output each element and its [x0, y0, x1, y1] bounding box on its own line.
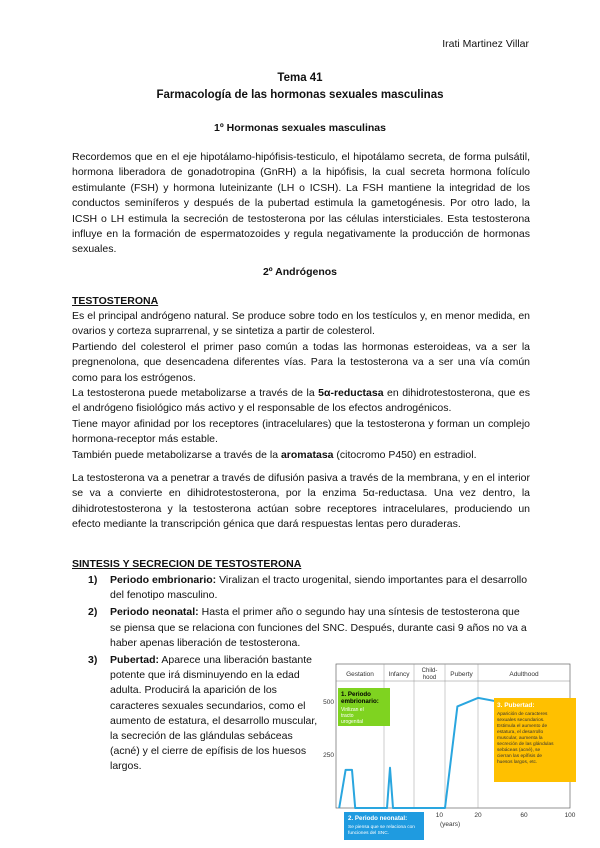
annotation-text-line: 2. Periodo neonatal:	[348, 815, 408, 822]
period-label: Adulthood	[509, 671, 539, 678]
period-label: Puberty	[450, 671, 473, 678]
bold-term: 5α-reductasa	[318, 387, 384, 400]
annotation-text-line: 3. Pubertad:	[497, 702, 535, 709]
annotation-text-line: embrionario:	[341, 698, 379, 705]
diffusion-paragraph: La testosterona va a penetrar a través de difusión pasiva a través de la membrana, y en el interior se va a convierte en dihidrotestosterona, por la enzima 5α-reductasa. Una vez dentro, la dihidrotestosterona y la testosterona actúan sobre receptores intracelulares, produciendo un efecto mediante la transcripción génica que dará respuestas lentas pero duraderas.	[72, 472, 530, 531]
annotation-text-line: sexuales secundarios.	[497, 718, 545, 723]
page-title: Farmacología de las hormonas sexuales masculinas	[156, 89, 444, 101]
annotation-text-line: sebáceas (acné), se	[497, 748, 541, 753]
paragraph: Partiendo del colesterol el primer paso común a todas las hormonas esteroideas, va a ser la pregnenolona, que desencadena diferentes vías. Para la testosterona va a ser una vía común como para los estrógenos.	[72, 340, 530, 384]
annotation-text-line: funciones del SNC.	[348, 831, 390, 836]
list-item: 3) Pubertad: Aparece una liberación bastante potente que irá disminuyendo en la edad adulta. Producirá la aparición de los caracteres sexuales secundarios, como el aumento de estatura, el desarrollo muscular, la secreción de las glándulas sebáceas (acné) y el cierre de epífisis de los huesos largos.	[88, 654, 318, 773]
annotation-text-line: urogenital	[341, 719, 363, 725]
x-tick-label: 60	[520, 812, 528, 819]
period-label: Infancy	[388, 671, 410, 678]
topic-number: Tema 41	[277, 72, 323, 84]
section2-heading: 2º Andrógenos	[262, 266, 338, 278]
paragraph: Tiene mayor afinidad por los receptores (intracelulares) que la testosterona y forman un complejo hormona-receptor más estable.	[72, 417, 530, 446]
annotation-text-line: tracto	[341, 713, 354, 719]
y-tick-label: 250	[323, 752, 334, 760]
annotation-text-line: muscular, aumenta la	[497, 736, 543, 741]
x-unit-label: (years)	[440, 821, 461, 828]
annotation-text-line: Aparición de caracteres	[497, 712, 548, 717]
annotation-text-line: 1. Periodo	[341, 691, 371, 698]
period-label: Child-	[421, 668, 438, 674]
annotation-text-line: Se piensa que se relaciona con	[348, 825, 415, 830]
annotation-text-line: huesos largos, etc.	[497, 760, 538, 765]
bold-term: aromatasa	[280, 448, 334, 461]
section1-heading: 1º Hormonas sexuales masculinas	[214, 122, 386, 134]
y-tick-label: 500	[323, 699, 334, 707]
paragraph: La testosterona puede metabolizarse a través de la 5α-reductasa en dihidrotestosterona, que es el andrógeno fisiológico más activo y el responsable de los efectos androgénicos.	[72, 387, 530, 415]
testosterona-heading: TESTOSTERONA	[72, 295, 159, 307]
x-tick-label: 20	[474, 812, 482, 819]
annotation-text-line: secreción de las glándulas	[497, 742, 554, 747]
testosterona-body	[72, 309, 530, 463]
list-item: 1) Periodo embrionario: Viralizan el tracto urogenital, siendo importantes para el desarrollo del fenotipo masculino.	[88, 574, 528, 602]
x-tick-label: 10	[435, 812, 443, 819]
period-label: Gestation	[346, 671, 374, 678]
x-tick-label: 100	[564, 812, 576, 819]
annotation-text-line: Virilizan el	[341, 707, 364, 713]
annotation-text-line: cierran las epífisis de	[497, 754, 543, 759]
paragraph: También puede metabolizarse a través de la aromatasa (citocromo P450) en estradiol.	[72, 448, 477, 461]
annotation-text-line: estatura, el desarrollo	[497, 730, 544, 735]
section1-paragraph: Recordemos que en el eje hipotálamo-hipófisis-testiculo, el hipotálamo secreta, de forma pulsátil, hormona liberadora de gonadotropina (GnRH) a la hipófisis, la cual secreta hormona folículo estimulante (FSH) y hormona luteinizante (LH o ICSH). La FSH mantiene la integridad de los conductos seminíferos y después de la pubertad estimula la gametogénesis. Por otro lado, la ICSH o LH estimula la secreción de testosterona por las células intersticiales. Esta testosterona influye en la formación de espermatozoides y regula negativamente la producción de hormonas sexuales.	[72, 151, 530, 256]
list-item: 2) Periodo neonatal: Hasta el primer año o segundo hay una síntesis de testosterona que se piensa que se relaciona con funciones del SNC. Después, durante casi 9 años no va a haber apenas liberación de testosterona.	[88, 606, 527, 649]
period-label: hood	[422, 675, 437, 681]
annotation-text-line: Estimula el aumento de	[497, 724, 548, 729]
synthesis-heading: SINTESIS Y SECRECION DE TESTOSTERONA	[72, 558, 302, 570]
testosterone-chart	[308, 658, 576, 840]
author-name: Irati Martinez Villar	[442, 38, 529, 50]
paragraph: Es el principal andrógeno natural. Se produce sobre todo en los testículos y, en menor medida, en ovarios y corteza suprarrenal, y se sintetiza a partir de colesterol.	[72, 310, 530, 338]
